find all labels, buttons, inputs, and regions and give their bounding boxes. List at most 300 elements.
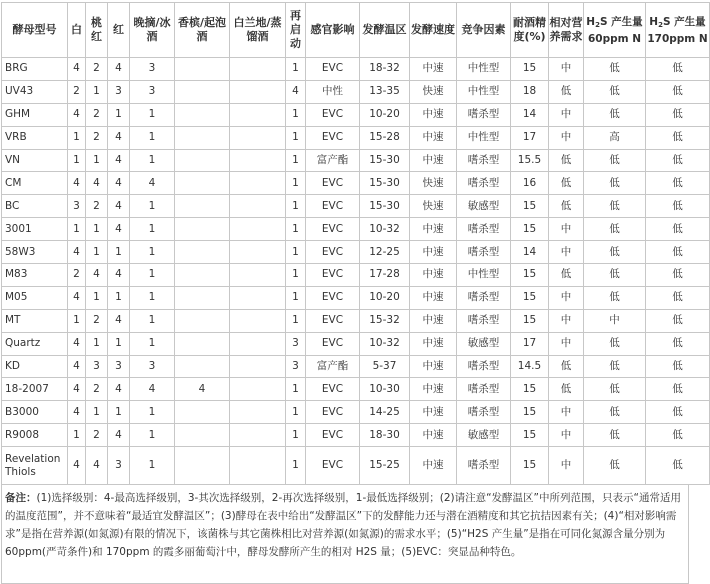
cell-brandy (230, 241, 286, 264)
cell-late-harvest: 4 (130, 378, 175, 401)
cell-sensory: 富产酯 (306, 355, 360, 378)
cell-brandy (230, 286, 286, 309)
cell-yeast-model: CM (2, 172, 68, 195)
header-red: 红 (108, 3, 130, 58)
cell-restart: 4 (286, 80, 306, 103)
cell-h2s-170: 低 (646, 149, 710, 172)
cell-late-harvest: 1 (130, 126, 175, 149)
cell-sensory: EVC (306, 309, 360, 332)
header-competition: 竞争因素 (457, 3, 511, 58)
cell-white: 1 (68, 126, 86, 149)
cell-yeast-model: 3001 (2, 218, 68, 241)
cell-rose: 3 (86, 355, 108, 378)
cell-white: 1 (68, 424, 86, 447)
cell-competition: 嗜杀型 (457, 447, 511, 485)
cell-temp-range: 10-30 (360, 378, 410, 401)
cell-white: 4 (68, 401, 86, 424)
cell-speed: 中速 (410, 218, 457, 241)
cell-rose: 1 (86, 80, 108, 103)
cell-alcohol-tolerance: 15 (511, 378, 549, 401)
cell-yeast-model: VRB (2, 126, 68, 149)
cell-yeast-model: Quartz (2, 332, 68, 355)
cell-nutrient-demand: 中 (549, 332, 584, 355)
cell-red: 4 (108, 378, 130, 401)
cell-temp-range: 15-25 (360, 447, 410, 485)
cell-restart: 1 (286, 195, 306, 218)
cell-speed: 中速 (410, 424, 457, 447)
cell-white: 2 (68, 80, 86, 103)
cell-white: 4 (68, 172, 86, 195)
cell-sparkling (175, 286, 230, 309)
cell-red: 4 (108, 195, 130, 218)
cell-h2s-170: 低 (646, 58, 710, 81)
cell-sensory: EVC (306, 126, 360, 149)
header-speed: 发酵速度 (410, 3, 457, 58)
cell-competition: 嗜杀型 (457, 241, 511, 264)
yeast-table-container (1, 2, 708, 584)
cell-h2s-60: 低 (584, 241, 646, 264)
cell-speed: 中速 (410, 309, 457, 332)
cell-brandy (230, 264, 286, 287)
header-restart: 再启动 (286, 3, 306, 58)
cell-nutrient-demand: 低 (549, 195, 584, 218)
cell-alcohol-tolerance: 17 (511, 332, 549, 355)
cell-temp-range: 18-30 (360, 424, 410, 447)
cell-competition: 嗜杀型 (457, 172, 511, 195)
cell-yeast-model: R9008 (2, 424, 68, 447)
header-sparkling: 香槟/起泡酒 (175, 3, 230, 58)
cell-h2s-170: 低 (646, 126, 710, 149)
cell-late-harvest: 1 (130, 103, 175, 126)
cell-nutrient-demand: 中 (549, 447, 584, 485)
cell-yeast-model: 58W3 (2, 241, 68, 264)
cell-alcohol-tolerance: 15 (511, 447, 549, 485)
cell-competition: 嗜杀型 (457, 218, 511, 241)
cell-speed: 中速 (410, 241, 457, 264)
cell-alcohol-tolerance: 14 (511, 241, 549, 264)
cell-competition: 嗜杀型 (457, 378, 511, 401)
cell-alcohol-tolerance: 15 (511, 58, 549, 81)
cell-sensory: EVC (306, 172, 360, 195)
cell-white: 1 (68, 218, 86, 241)
cell-red: 3 (108, 447, 130, 485)
table-row (2, 103, 710, 126)
notes-section (1, 485, 689, 584)
cell-sensory: 富产酯 (306, 149, 360, 172)
cell-late-harvest: 3 (130, 355, 175, 378)
cell-restart: 1 (286, 103, 306, 126)
cell-h2s-60: 低 (584, 218, 646, 241)
cell-white: 4 (68, 103, 86, 126)
cell-white: 1 (68, 309, 86, 332)
cell-h2s-170: 低 (646, 103, 710, 126)
cell-white: 3 (68, 195, 86, 218)
table-row (2, 218, 710, 241)
cell-late-harvest: 1 (130, 332, 175, 355)
cell-restart: 1 (286, 401, 306, 424)
header-late-harvest: 晚摘/冰酒 (130, 3, 175, 58)
cell-sparkling (175, 401, 230, 424)
cell-h2s-60: 高 (584, 126, 646, 149)
header-white: 白 (68, 3, 86, 58)
cell-sparkling (175, 103, 230, 126)
cell-yeast-model: BC (2, 195, 68, 218)
cell-rose: 4 (86, 172, 108, 195)
cell-late-harvest: 1 (130, 309, 175, 332)
cell-sensory: EVC (306, 332, 360, 355)
cell-late-harvest: 1 (130, 286, 175, 309)
cell-restart: 3 (286, 332, 306, 355)
cell-temp-range: 14-25 (360, 401, 410, 424)
cell-red: 1 (108, 103, 130, 126)
cell-brandy (230, 378, 286, 401)
cell-alcohol-tolerance: 14.5 (511, 355, 549, 378)
cell-rose: 2 (86, 195, 108, 218)
cell-speed: 中速 (410, 103, 457, 126)
cell-late-harvest: 3 (130, 58, 175, 81)
cell-h2s-170: 低 (646, 172, 710, 195)
cell-sparkling (175, 195, 230, 218)
cell-rose: 2 (86, 126, 108, 149)
cell-sparkling (175, 218, 230, 241)
cell-speed: 中速 (410, 126, 457, 149)
cell-late-harvest: 1 (130, 218, 175, 241)
header-yeast-model: 酵母型号 (2, 3, 68, 58)
cell-red: 4 (108, 264, 130, 287)
cell-late-harvest: 1 (130, 241, 175, 264)
cell-brandy (230, 401, 286, 424)
cell-speed: 中速 (410, 447, 457, 485)
cell-alcohol-tolerance: 15.5 (511, 149, 549, 172)
cell-late-harvest: 1 (130, 401, 175, 424)
cell-restart: 1 (286, 149, 306, 172)
cell-rose: 1 (86, 401, 108, 424)
cell-rose: 1 (86, 286, 108, 309)
cell-sparkling (175, 80, 230, 103)
cell-h2s-170: 低 (646, 241, 710, 264)
cell-competition: 中性型 (457, 126, 511, 149)
cell-sensory: EVC (306, 218, 360, 241)
cell-brandy (230, 172, 286, 195)
cell-sparkling (175, 126, 230, 149)
cell-h2s-170: 低 (646, 286, 710, 309)
cell-temp-range: 10-32 (360, 218, 410, 241)
table-row (2, 355, 710, 378)
cell-sensory: 中性 (306, 80, 360, 103)
table-row (2, 195, 710, 218)
cell-late-harvest: 1 (130, 424, 175, 447)
cell-rose: 2 (86, 58, 108, 81)
cell-brandy (230, 103, 286, 126)
cell-h2s-170: 低 (646, 195, 710, 218)
cell-h2s-60: 中 (584, 309, 646, 332)
cell-nutrient-demand: 低 (549, 355, 584, 378)
cell-temp-range: 15-28 (360, 126, 410, 149)
cell-alcohol-tolerance: 15 (511, 401, 549, 424)
cell-competition: 嗜杀型 (457, 355, 511, 378)
cell-sparkling (175, 264, 230, 287)
cell-speed: 快速 (410, 195, 457, 218)
cell-white: 2 (68, 264, 86, 287)
cell-white: 4 (68, 332, 86, 355)
cell-brandy (230, 58, 286, 81)
cell-white: 4 (68, 241, 86, 264)
cell-nutrient-demand: 低 (549, 80, 584, 103)
cell-nutrient-demand: 中 (549, 286, 584, 309)
cell-temp-range: 15-30 (360, 172, 410, 195)
cell-speed: 快速 (410, 80, 457, 103)
cell-h2s-170: 低 (646, 378, 710, 401)
cell-restart: 1 (286, 264, 306, 287)
cell-nutrient-demand: 中 (549, 103, 584, 126)
cell-h2s-60: 低 (584, 355, 646, 378)
cell-nutrient-demand: 中 (549, 401, 584, 424)
cell-restart: 1 (286, 309, 306, 332)
cell-restart: 1 (286, 172, 306, 195)
cell-sensory: EVC (306, 58, 360, 81)
cell-yeast-model: VN (2, 149, 68, 172)
table-row (2, 424, 710, 447)
cell-rose: 2 (86, 103, 108, 126)
cell-temp-range: 15-30 (360, 149, 410, 172)
cell-brandy (230, 195, 286, 218)
cell-temp-range: 12-25 (360, 241, 410, 264)
cell-temp-range: 13-35 (360, 80, 410, 103)
cell-red: 3 (108, 80, 130, 103)
cell-nutrient-demand: 低 (549, 172, 584, 195)
cell-h2s-60: 低 (584, 447, 646, 485)
cell-h2s-170: 低 (646, 80, 710, 103)
cell-sensory: EVC (306, 241, 360, 264)
cell-rose: 4 (86, 447, 108, 485)
cell-restart: 1 (286, 424, 306, 447)
cell-late-harvest: 1 (130, 149, 175, 172)
cell-brandy (230, 332, 286, 355)
cell-nutrient-demand: 中 (549, 58, 584, 81)
cell-h2s-170: 低 (646, 355, 710, 378)
cell-h2s-170: 低 (646, 401, 710, 424)
cell-h2s-60: 低 (584, 401, 646, 424)
header-h2s-170: $H_2S$ 产生量 170ppm N (646, 3, 710, 58)
cell-restart: 1 (286, 447, 306, 485)
cell-alcohol-tolerance: 14 (511, 103, 549, 126)
cell-restart: 1 (286, 218, 306, 241)
cell-yeast-model: 18-2007 (2, 378, 68, 401)
cell-sensory: EVC (306, 401, 360, 424)
table-row (2, 332, 710, 355)
cell-competition: 嗜杀型 (457, 286, 511, 309)
cell-h2s-60: 低 (584, 149, 646, 172)
cell-h2s-60: 低 (584, 264, 646, 287)
cell-restart: 1 (286, 58, 306, 81)
cell-temp-range: 10-32 (360, 332, 410, 355)
table-row (2, 126, 710, 149)
cell-alcohol-tolerance: 15 (511, 195, 549, 218)
cell-speed: 中速 (410, 378, 457, 401)
cell-red: 4 (108, 218, 130, 241)
cell-sensory: EVC (306, 264, 360, 287)
cell-competition: 敏感型 (457, 332, 511, 355)
cell-brandy (230, 355, 286, 378)
cell-brandy (230, 447, 286, 485)
header-temp-range: 发酵温区 (360, 3, 410, 58)
cell-sparkling (175, 58, 230, 81)
header-row (2, 3, 710, 58)
cell-red: 1 (108, 332, 130, 355)
header-rose: 桃红 (86, 3, 108, 58)
cell-yeast-model: BRG (2, 58, 68, 81)
cell-h2s-170: 低 (646, 332, 710, 355)
cell-yeast-model: GHM (2, 103, 68, 126)
cell-yeast-model: M83 (2, 264, 68, 287)
table-row (2, 401, 710, 424)
cell-alcohol-tolerance: 15 (511, 309, 549, 332)
cell-speed: 中速 (410, 286, 457, 309)
table-row (2, 447, 710, 485)
cell-white: 4 (68, 355, 86, 378)
cell-restart: 1 (286, 378, 306, 401)
cell-speed: 中速 (410, 332, 457, 355)
header-sensory: 感官影响 (306, 3, 360, 58)
cell-white: 4 (68, 447, 86, 485)
cell-alcohol-tolerance: 17 (511, 126, 549, 149)
table-row (2, 241, 710, 264)
cell-late-harvest: 3 (130, 80, 175, 103)
cell-h2s-60: 低 (584, 286, 646, 309)
table-row (2, 58, 710, 81)
table-body (2, 58, 710, 485)
cell-competition: 敏感型 (457, 424, 511, 447)
cell-rose: 2 (86, 424, 108, 447)
cell-sparkling (175, 332, 230, 355)
cell-alcohol-tolerance: 18 (511, 80, 549, 103)
cell-brandy (230, 218, 286, 241)
cell-late-harvest: 1 (130, 264, 175, 287)
cell-rose: 1 (86, 241, 108, 264)
cell-nutrient-demand: 中 (549, 241, 584, 264)
cell-competition: 敏感型 (457, 195, 511, 218)
cell-rose: 1 (86, 149, 108, 172)
cell-temp-range: 15-30 (360, 195, 410, 218)
cell-rose: 2 (86, 309, 108, 332)
cell-h2s-60: 低 (584, 103, 646, 126)
cell-speed: 中速 (410, 264, 457, 287)
cell-speed: 中速 (410, 58, 457, 81)
yeast-comparison-table (1, 2, 710, 485)
cell-white: 1 (68, 149, 86, 172)
cell-restart: 3 (286, 355, 306, 378)
cell-red: 4 (108, 424, 130, 447)
cell-nutrient-demand: 中 (549, 218, 584, 241)
cell-nutrient-demand: 低 (549, 378, 584, 401)
cell-speed: 快速 (410, 172, 457, 195)
cell-late-harvest: 4 (130, 172, 175, 195)
cell-red: 4 (108, 58, 130, 81)
table-row (2, 172, 710, 195)
table-row (2, 309, 710, 332)
cell-speed: 中速 (410, 401, 457, 424)
cell-brandy (230, 126, 286, 149)
cell-red: 4 (108, 126, 130, 149)
header-brandy: 白兰地/蒸馏酒 (230, 3, 286, 58)
cell-nutrient-demand: 中 (549, 309, 584, 332)
table-row (2, 80, 710, 103)
cell-temp-range: 15-32 (360, 309, 410, 332)
cell-sensory: EVC (306, 195, 360, 218)
cell-yeast-model: B3000 (2, 401, 68, 424)
cell-h2s-170: 低 (646, 447, 710, 485)
cell-competition: 嗜杀型 (457, 149, 511, 172)
cell-yeast-model: UV43 (2, 80, 68, 103)
cell-white: 4 (68, 378, 86, 401)
table-row (2, 264, 710, 287)
cell-red: 1 (108, 241, 130, 264)
cell-h2s-60: 低 (584, 378, 646, 401)
cell-alcohol-tolerance: 15 (511, 286, 549, 309)
cell-sparkling (175, 241, 230, 264)
table-row (2, 378, 710, 401)
notes-text: (1)选择级别：4-最高选择级别，3-其次选择级别，2-再次选择级别，1-最低选择级别；(2)请注意“发酵温区”中所列范围，只表示“通常适用的温度范围”，并不意味着“最适宜发酵温区”；(3)酵母在表中给出“发酵温区”下的发酵能力还与潜在酒精度和其它抗拮因素有关；(4)“相对影响需求”是指在营养源(如氮源)有限的情况下，该菌株与其它菌株相比对营养源(如氮源)的需求水平；(5)“H2S 产生量”是指在可同化氮源含量分别为 60ppm(严苛条件)和 170ppm 的霞多丽葡萄汁中，酵母发酵所产生的相对 H2S 量；(5)EVC：突显品种特色。 (5, 492, 681, 559)
cell-yeast-model: KD (2, 355, 68, 378)
cell-white: 4 (68, 286, 86, 309)
cell-competition: 中性型 (457, 80, 511, 103)
cell-alcohol-tolerance: 15 (511, 264, 549, 287)
cell-h2s-60: 低 (584, 80, 646, 103)
cell-rose: 1 (86, 218, 108, 241)
cell-sparkling (175, 309, 230, 332)
cell-speed: 中速 (410, 355, 457, 378)
header-alcohol-tolerance: 耐酒精度(%) (511, 3, 549, 58)
table-row (2, 286, 710, 309)
header-h2s-60: $H_2S$ 产生量 60ppm N (584, 3, 646, 58)
cell-temp-range: 18-32 (360, 58, 410, 81)
cell-rose: 1 (86, 332, 108, 355)
cell-sensory: EVC (306, 103, 360, 126)
cell-rose: 2 (86, 378, 108, 401)
cell-sensory: EVC (306, 447, 360, 485)
cell-competition: 嗜杀型 (457, 309, 511, 332)
cell-sparkling: 4 (175, 378, 230, 401)
cell-h2s-60: 低 (584, 195, 646, 218)
cell-restart: 1 (286, 241, 306, 264)
cell-nutrient-demand: 中 (549, 424, 584, 447)
cell-sparkling (175, 424, 230, 447)
header-nutrient-demand: 相对营养需求 (549, 3, 584, 58)
cell-sparkling (175, 447, 230, 485)
cell-speed: 中速 (410, 149, 457, 172)
cell-temp-range: 17-28 (360, 264, 410, 287)
cell-h2s-60: 低 (584, 172, 646, 195)
cell-late-harvest: 1 (130, 447, 175, 485)
cell-h2s-170: 低 (646, 309, 710, 332)
cell-red: 3 (108, 355, 130, 378)
cell-yeast-model: Revelation Thiols (2, 447, 68, 485)
cell-restart: 1 (286, 126, 306, 149)
cell-h2s-170: 低 (646, 424, 710, 447)
cell-h2s-60: 低 (584, 58, 646, 81)
cell-sparkling (175, 149, 230, 172)
cell-brandy (230, 309, 286, 332)
cell-red: 1 (108, 286, 130, 309)
cell-rose: 4 (86, 264, 108, 287)
cell-competition: 嗜杀型 (457, 103, 511, 126)
cell-alcohol-tolerance: 15 (511, 424, 549, 447)
cell-temp-range: 10-20 (360, 286, 410, 309)
cell-sensory: EVC (306, 424, 360, 447)
cell-competition: 中性型 (457, 264, 511, 287)
cell-red: 4 (108, 149, 130, 172)
cell-nutrient-demand: 中 (549, 126, 584, 149)
